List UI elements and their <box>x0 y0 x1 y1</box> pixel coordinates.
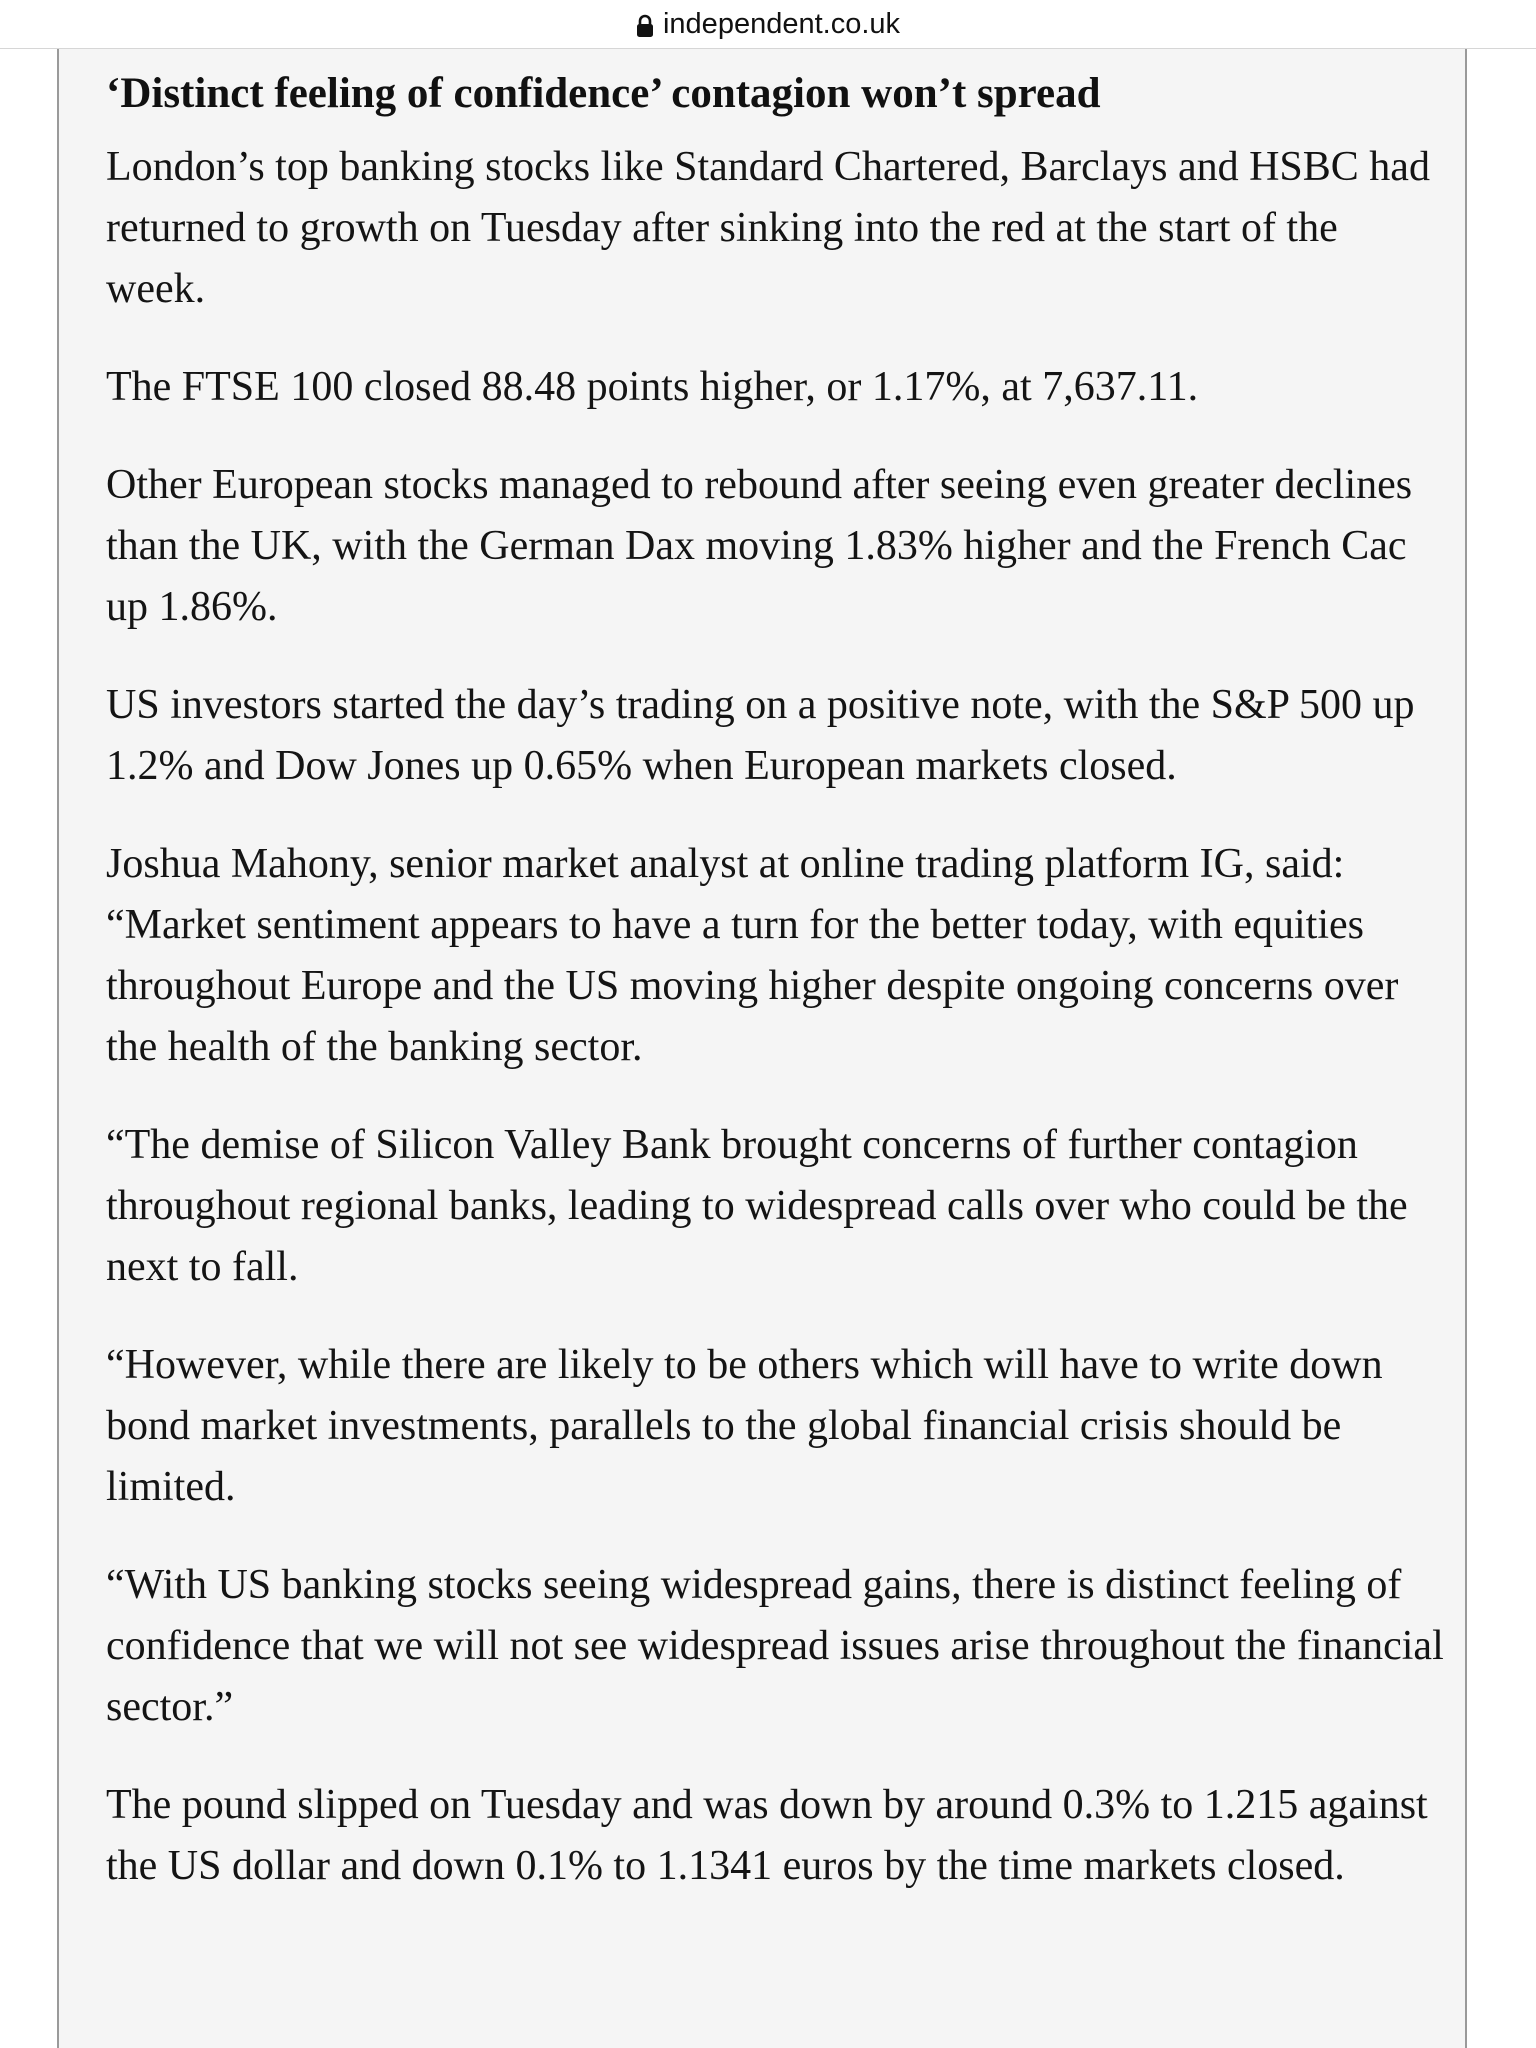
article-body <box>106 65 1446 1934</box>
article-paragraph: The FTSE 100 closed 88.48 points higher, or 1.17%, at 7,637.11. <box>106 364 1199 410</box>
article-paragraph: Joshua Mahony, senior market analyst at online trading platform IG, said: “Market sentiment appears to have a turn for the better today, with equities throughout Europe and the US moving higher despite ongoing concerns over the health of the banking sector. <box>106 841 1399 1070</box>
article-paragraph: “However, while there are likely to be others which will have to write down bond market investments, parallels to the global financial crisis should be limited. <box>106 1342 1383 1510</box>
address-bar[interactable] <box>0 0 1536 49</box>
article-page <box>57 49 1467 2048</box>
article-paragraph: “The demise of Silicon Valley Bank brought concerns of further contagion throughout regional banks, leading to widespread calls over who could be the next to fall. <box>106 1122 1408 1290</box>
article-paragraph: US investors started the day’s trading on a positive note, with the S&P 500 up 1.2% and Dow Jones up 0.65% when European markets closed. <box>106 682 1415 789</box>
article-paragraph: The pound slipped on Tuesday and was down by around 0.3% to 1.215 against the US dollar and down 0.1% to 1.1341 euros by the time markets closed. <box>106 1782 1428 1889</box>
lock-icon <box>636 13 654 37</box>
article-paragraph: Other European stocks managed to rebound after seeing even greater declines than the UK, with the German Dax moving 1.83% higher and the French Cac up 1.86%. <box>106 462 1413 630</box>
url-domain: independent.co.uk <box>662 7 901 40</box>
article-headline: ‘Distinct feeling of confidence’ contagion won’t spread <box>106 70 1101 117</box>
article-paragraph: London’s top banking stocks like Standard Chartered, Barclays and HSBC had returned to growth on Tuesday after sinking into the red at the start of the week. <box>106 144 1430 312</box>
article-paragraph: “With US banking stocks seeing widespread gains, there is distinct feeling of confidence that we will not see widespread issues arise throughout the financial sector.” <box>106 1562 1444 1730</box>
